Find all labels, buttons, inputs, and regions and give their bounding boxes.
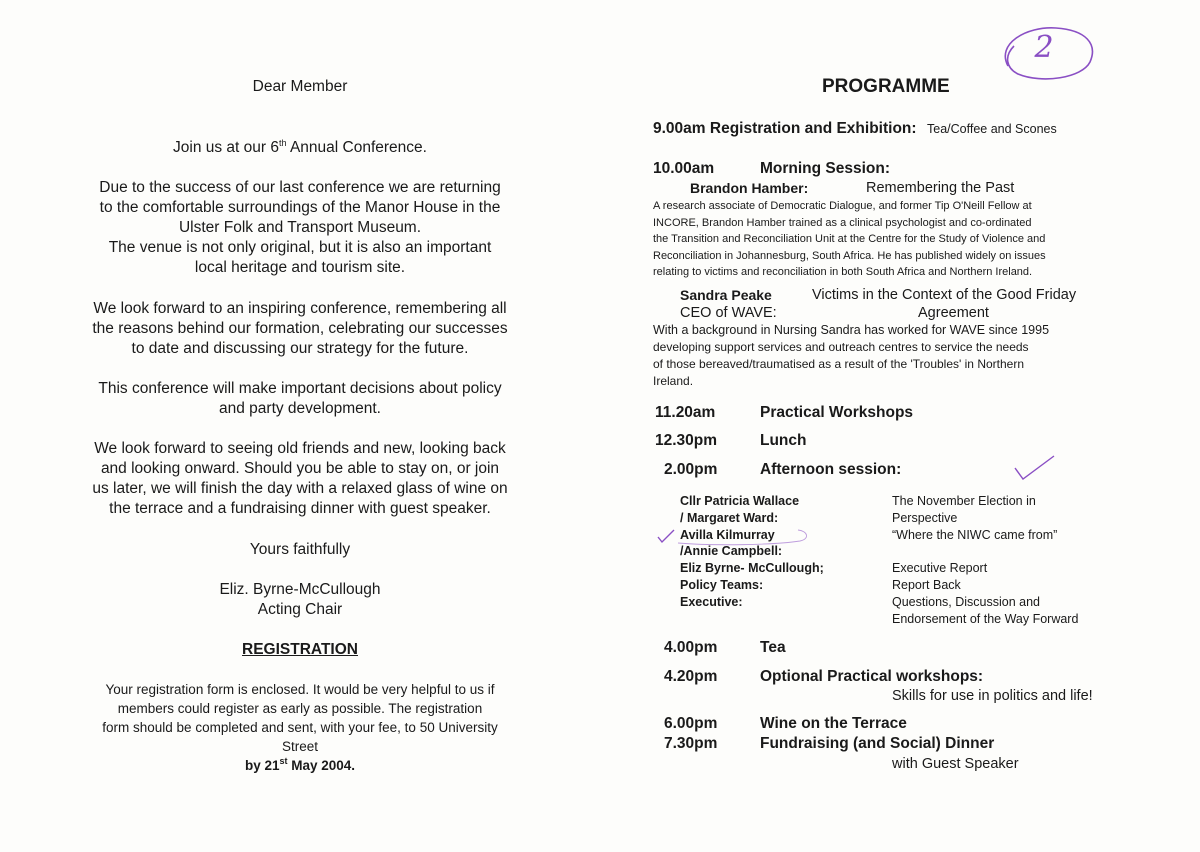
speaker2-bio: With a background in Nursing Sandra has worked for WAVE since 1995 developing support services and outreach centres to service the needs of those bereaved/traumatised as a result of the 'Troubles' in Northern Ireland. bbox=[653, 323, 1050, 388]
handwritten-check-icon bbox=[1012, 454, 1056, 482]
closing: Yours faithfully bbox=[249, 541, 351, 558]
speaker1-name: Brandon Hamber: bbox=[690, 180, 809, 196]
letter-paragraph-4: We look forward to seeing old friends and new, looking back and looking onward. Should you be able to stay on, or join us later, we will finish the day with a relaxed glass of wine on the terrace and a fundraising dinner with guest speaker. bbox=[92, 440, 508, 517]
optional-note: Skills for use in politics and life! bbox=[892, 688, 1093, 704]
signer-name: Eliz. Byrne-McCullough bbox=[219, 581, 381, 598]
letter-paragraph-1: Due to the success of our last conference we are returning to the comfortable surroundings of the Manor House in the Ulster Folk and Transport Museum. The venue is not only original, but it is also an important local heritage and tourism site. bbox=[99, 179, 501, 276]
speaker2-topic: Victims in the Context of the Good Friday bbox=[812, 287, 1077, 303]
tea-title: Tea bbox=[760, 639, 786, 656]
morning-title: Morning Session: bbox=[760, 160, 891, 177]
registration-text: Your registration form is enclosed. It would be very helpful to us if members could register as early as possible. The registration form should be completed and sent, with your fee, to 50 University Street by 21st May 2004. bbox=[40, 680, 560, 775]
signer-role: Acting Chair bbox=[257, 601, 343, 618]
salutation: Dear Member bbox=[252, 78, 348, 95]
page-number-mark: 2 bbox=[1034, 30, 1054, 65]
afternoon-topics: The November Election in Perspective “Where the NIWC came from” Executive Report Report Back Questions, Discussion and Endorsement of the Way Forward bbox=[892, 494, 1079, 626]
afternoon-time: 2.00pm bbox=[664, 461, 718, 478]
speaker2-role: CEO of WAVE: bbox=[680, 305, 777, 321]
registration-deadline: by 21st May 2004. bbox=[244, 756, 356, 773]
registration-heading: REGISTRATION bbox=[242, 641, 358, 658]
optional-title: Optional Practical workshops: bbox=[760, 668, 984, 685]
speaker2-name: Sandra Peake bbox=[680, 287, 772, 303]
speaker1-bio: A research associate of Democratic Dialogue, and former Tip O'Neill Fellow at INCORE, Brandon Hamber trained as a clinical psychologist and co-ordinated the Transition and Reconciliation Unit at the Centre for the Study of Violence and Reconciliation in Johannesburg, South Africa. He has published widely on issues relating to victims and reconciliation in both South Africa and Northern Ireland. bbox=[653, 200, 1046, 278]
dinner-title: Fundraising (and Social) Dinner bbox=[760, 735, 995, 752]
afternoon-speakers: Cllr Patricia Wallace / Margaret Ward: Avilla Kilmurray /Annie Campbell: Eliz Byrne- McCullough; Policy Teams: Executive: bbox=[680, 494, 824, 609]
workshops-time: 11.20am bbox=[655, 404, 716, 421]
dinner-note: with Guest Speaker bbox=[892, 756, 1019, 772]
letter-paragraph-2: We look forward to an inspiring conference, remembering all the reasons behind our formation, celebrating our successes to date and discussing our strategy for the future. bbox=[92, 300, 508, 357]
handwritten-tick-icon bbox=[656, 528, 676, 544]
speaker2-topic-continued: Agreement bbox=[918, 305, 989, 321]
registration-row: 9.00am Registration and Exhibition: Tea/Coffee and Scones bbox=[653, 120, 1057, 137]
tea-time: 4.00pm bbox=[664, 639, 718, 656]
lunch-title: Lunch bbox=[760, 432, 807, 449]
join-line: Join us at our 6th Annual Conference. bbox=[173, 138, 427, 156]
dinner-time: 7.30pm bbox=[664, 735, 718, 752]
workshops-title: Practical Workshops bbox=[760, 404, 914, 421]
wine-title: Wine on the Terrace bbox=[760, 715, 907, 732]
lunch-time: 12.30pm bbox=[655, 432, 718, 449]
wine-time: 6.00pm bbox=[664, 715, 718, 732]
morning-time: 10.00am bbox=[653, 160, 715, 177]
afternoon-title: Afternoon session: bbox=[760, 461, 902, 478]
speaker1-topic: Remembering the Past bbox=[866, 180, 1015, 196]
optional-time: 4.20pm bbox=[664, 668, 718, 685]
programme-title: PROGRAMME bbox=[822, 76, 950, 97]
letter-paragraph-3: This conference will make important decisions about policy and party development. bbox=[98, 380, 502, 417]
